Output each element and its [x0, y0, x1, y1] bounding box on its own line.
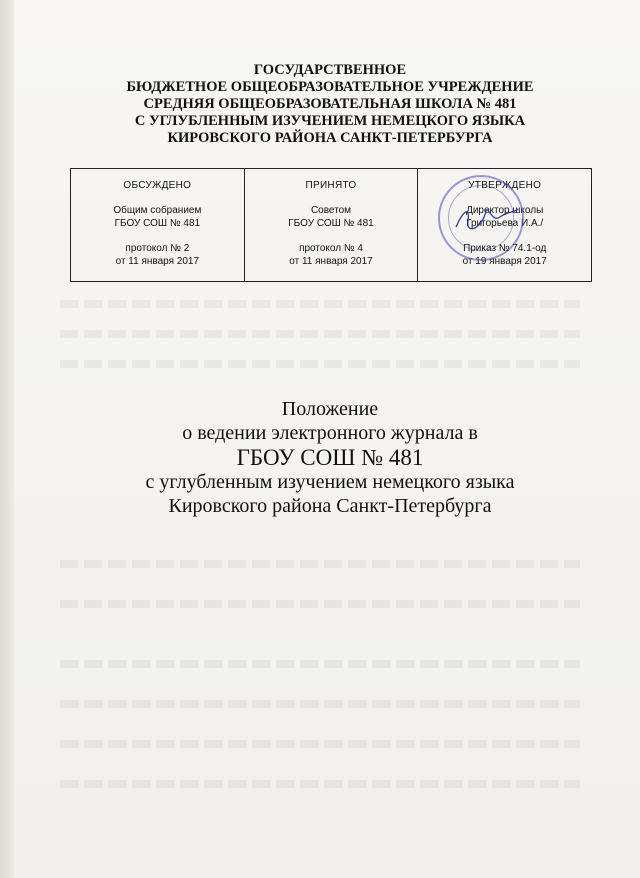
institution-header [60, 62, 600, 147]
bleed-through-text [60, 330, 580, 338]
signature-icon [452, 203, 522, 233]
title-line: ГБОУ СОШ № 481 [236, 445, 424, 470]
document-title [60, 398, 600, 518]
bleed-through-text [60, 360, 580, 368]
discussed-body-1: Общим собранием [113, 205, 202, 216]
title-line: Кировского района Санкт-Петербурга [168, 494, 492, 517]
header-line: БЮДЖЕТНОЕ ОБЩЕОБРАЗОВАТЕЛЬНОЕ УЧРЕЖДЕНИЕ [126, 79, 534, 95]
approved-cell [418, 169, 591, 281]
page-edge-shadow [0, 0, 14, 878]
approved-body-2: Григорьева И.А./ [466, 218, 544, 229]
title-line: Положение [281, 398, 379, 420]
discussed-cell [71, 169, 245, 281]
accepted-body-2: ГБОУ СОШ № 481 [288, 218, 374, 229]
bleed-through-text [60, 660, 580, 668]
approved-body-1: Директор школы [466, 205, 544, 216]
discussed-date: от 11 января 2017 [115, 256, 200, 267]
approved-date: от 19 января 2017 [462, 256, 547, 267]
bleed-through-text [60, 740, 580, 748]
accepted-cell [245, 169, 419, 281]
title-line: с углубленным изучением немецкого языка [145, 471, 515, 493]
bleed-through-text [60, 700, 580, 708]
title-line: о ведении электронного журнала в [182, 421, 478, 444]
header-line: С УГЛУБЛЕННЫМ ИЗУЧЕНИЕМ НЕМЕЦКОГО ЯЗЫКА [134, 113, 526, 129]
accepted-heading: ПРИНЯТО [305, 180, 357, 191]
discussed-heading: ОБСУЖДЕНО [123, 180, 192, 191]
discussed-body-2: ГБОУ СОШ № 481 [114, 218, 201, 229]
discussed-protocol: протокол № 2 [125, 243, 190, 254]
accepted-protocol: протокол № 4 [299, 243, 363, 254]
header-line: ГОСУДАРСТВЕННОЕ [253, 62, 407, 78]
approval-table [70, 168, 592, 282]
bleed-through-text [60, 560, 580, 568]
approved-heading: УТВЕРЖДЕНО [468, 180, 542, 191]
bleed-through-text [60, 780, 580, 788]
bleed-through-text [60, 300, 580, 308]
bleed-through-text [60, 600, 580, 608]
header-line: СРЕДНЯЯ ОБЩЕОБРАЗОВАТЕЛЬНАЯ ШКОЛА № 481 [143, 96, 517, 112]
accepted-body-1: Советом [310, 205, 352, 216]
header-line: КИРОВСКОГО РАЙОНА САНКТ-ПЕТЕРБУРГА [167, 130, 493, 146]
accepted-date: от 11 января 2017 [289, 256, 373, 267]
approved-order: Приказ № 74.1-од [463, 243, 547, 254]
